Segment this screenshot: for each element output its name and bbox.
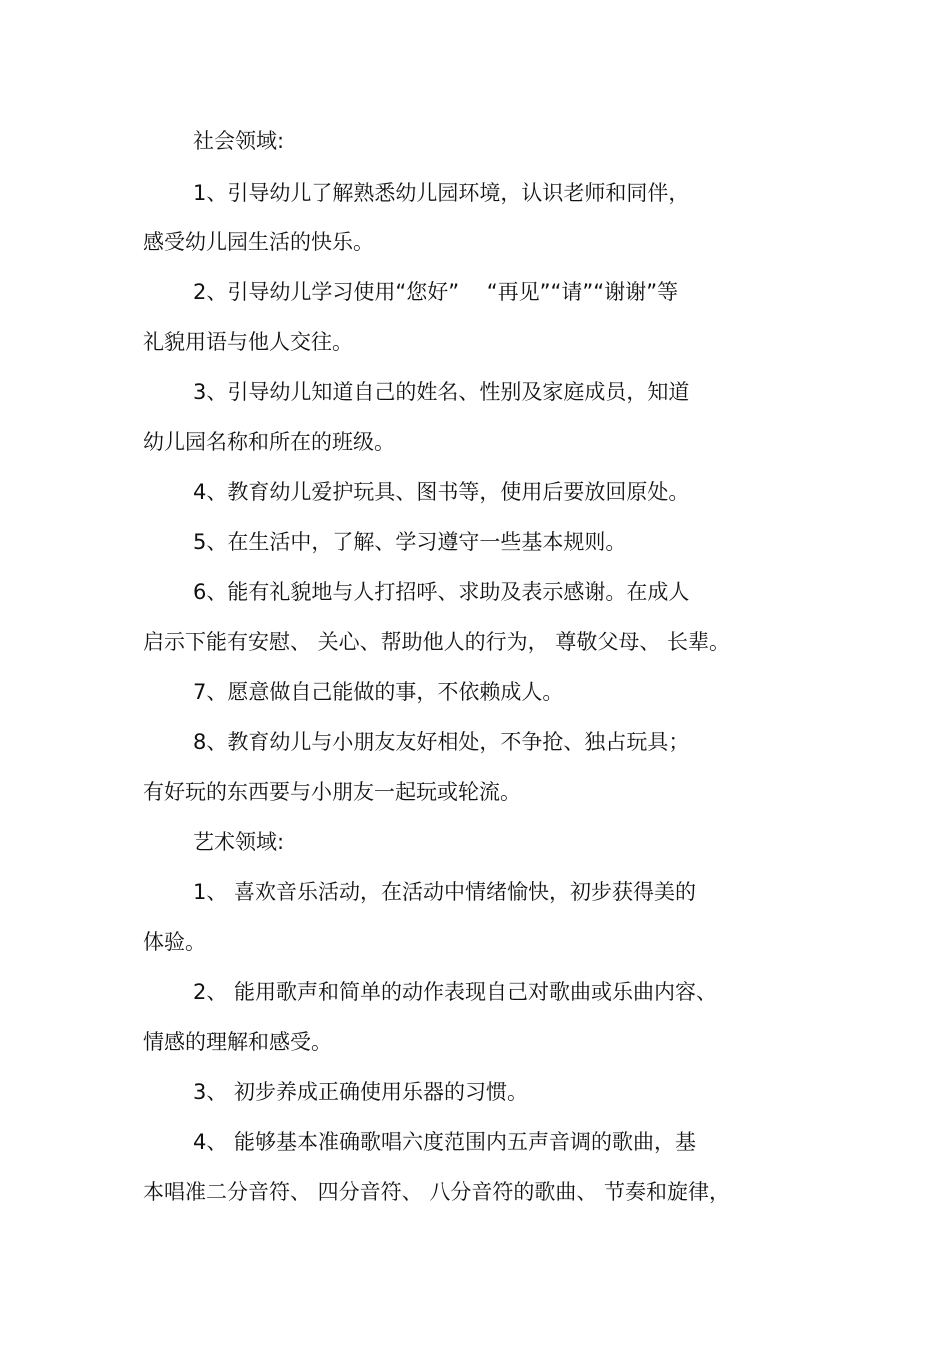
- social-heading: 社会领域:: [193, 129, 285, 153]
- social-item-5: 5、在生活中，了解、学习遵守一些基本规则。: [193, 530, 627, 554]
- art-item-3: 3、 初步养成正确使用乐器的习惯。: [193, 1080, 529, 1104]
- social-item-3-line1: 3、引导幼儿知道自己的姓名、性别及家庭成员，知道: [193, 380, 690, 404]
- social-item-1-line1: 1、引导幼儿了解熟悉幼儿园环境，认识老师和同伴，: [193, 181, 690, 205]
- social-item-3-line2: 幼儿园名称和所在的班级。: [143, 430, 395, 454]
- art-item-1-line1: 1、 喜欢音乐活动，在活动中情绪愉快，初步获得美的: [193, 880, 697, 904]
- art-item-1-line2: 体验。: [143, 930, 206, 954]
- social-item-2-line2: 礼貌用语与他人交往。: [143, 330, 353, 354]
- art-item-2-line1: 2、 能用歌声和简单的动作表现自己对歌曲或乐曲内容、: [193, 980, 718, 1004]
- social-item-7: 7、愿意做自己能做的事，不依赖成人。: [193, 680, 564, 704]
- social-item-2-line1: 2、引导幼儿学习使用“您好” “再见”“请”“谢谢”等: [193, 280, 679, 304]
- social-item-1-line2: 感受幼儿园生活的快乐。: [143, 230, 374, 254]
- social-item-6-line1: 6、能有礼貌地与人打招呼、求助及表示感谢。在成人: [193, 580, 690, 604]
- art-item-2-line2: 情感的理解和感受。: [143, 1030, 332, 1054]
- art-item-4-line1: 4、 能够基本准确歌唱六度范围内五声音调的歌曲，基: [193, 1130, 697, 1154]
- social-item-8-line1: 8、教育幼儿与小朋友友好相处，不争抢、独占玩具；: [193, 730, 690, 754]
- social-item-8-line2: 有好玩的东西要与小朋友一起玩或轮流。: [143, 780, 521, 804]
- art-item-4-line2: 本唱准二分音符、 四分音符、 八分音符的歌曲、 节奏和旋律，: [143, 1180, 731, 1204]
- social-item-6-line2: 启示下能有安慰、 关心、帮助他人的行为， 尊敬父母、 长辈。: [143, 630, 731, 654]
- art-heading: 艺术领域:: [193, 830, 285, 854]
- social-item-4: 4、教育幼儿爱护玩具、图书等，使用后要放回原处。: [193, 480, 690, 504]
